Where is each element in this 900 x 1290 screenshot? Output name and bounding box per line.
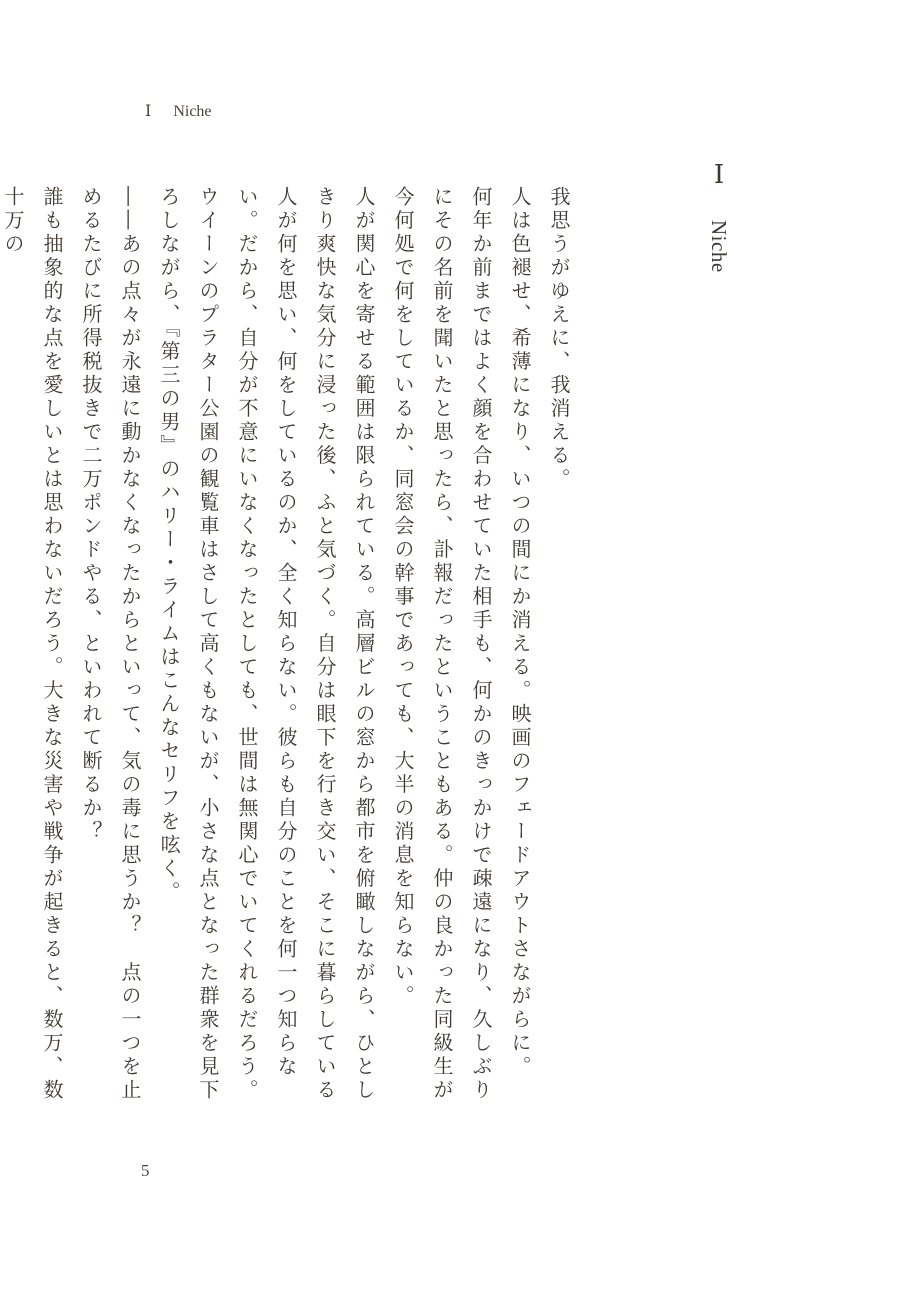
page-number: 5 [141, 1161, 150, 1180]
chapter-heading [699, 160, 739, 273]
paragraph: 誰も抽象的な点を愛しいとは思わないだろう。大きな災害や戦争が起きると、数万、数十万の [1, 186, 64, 1103]
paragraph: 人が関心を寄せる範囲は限られている。高層ビルの窓から都市を俯瞰しながら、ひとしきり爽快な気分に浸った後、ふと気づく。自分は眼下を行き交い、そこに暮らしている人が何を思い、何をしているのか、全く知らない。彼らも自分のことを何一つ知らない。だから、自分が不意にいなくなったとしても、世間は無関心でいてくれるだろう。 [235, 186, 376, 1103]
chapter-heading-title: Niche [707, 220, 731, 273]
paragraph: ウイーンのプラター公園の観覧車はさして高くもないが、小さな点となった群衆を見下ろしながら、『第三の男』のハリー・ライムはこんなセリフを呟く。 [157, 186, 220, 1103]
paragraph: 何年か前まではよく顔を合わせていた相手も、何かのきっかけで疎遠になり、久しぶりにその名前を聞いたと思ったら、訃報だったということもある。仲の良かった同級生が今何処で何をしているか、同窓会の幹事であっても、大半の消息を知らない。 [391, 186, 493, 1103]
running-head [145, 101, 212, 121]
paragraph: 人は色褪せ、希薄になり、いつの間にか消える。映画のフェードアウトさながらに。 [508, 186, 532, 1079]
paragraph: ――あの点々が永遠に動かなくなったからといって、気の毒に思うか？ 点の一つを止めるたびに所得税抜きで二万ポンドやる、といわれて断るか？ [79, 186, 142, 1103]
body-text [1, 186, 578, 1116]
running-head-chapter-title: Niche [173, 103, 212, 120]
running-head-chapter-number: Ⅰ [145, 103, 152, 120]
paragraph: 我思うがゆえに、我消える。 [547, 186, 571, 492]
chapter-heading-number: Ⅰ [705, 160, 734, 190]
